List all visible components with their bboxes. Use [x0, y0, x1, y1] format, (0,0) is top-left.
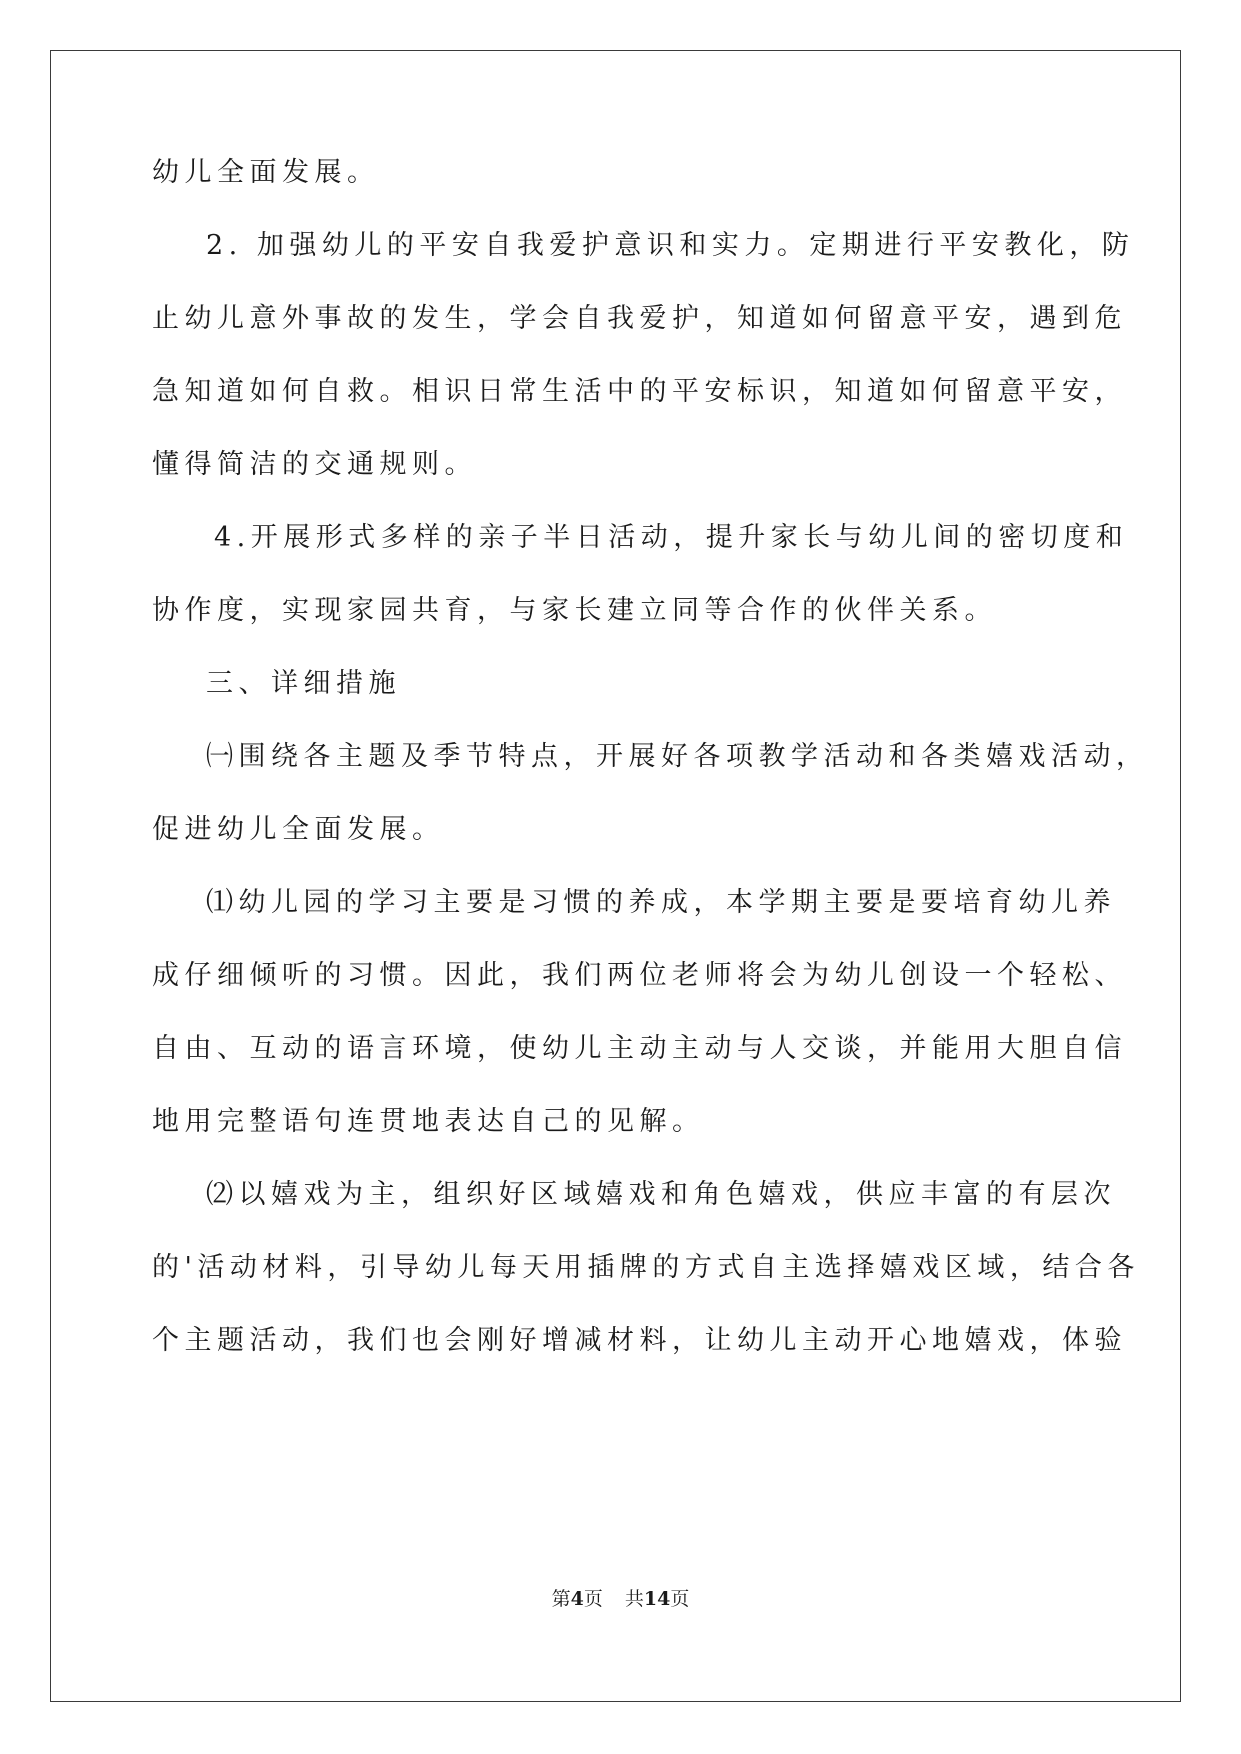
paragraph-line: 2. 加强幼儿的平安自我爱护意识和实力。定期进行平安教化，防	[206, 230, 1135, 261]
page-number: 第4页	[551, 1588, 603, 1610]
page-border	[50, 50, 1181, 1702]
paragraph-line: 急知道如何自救。相识日常生活中的平安标识，知道如何留意平安，	[152, 376, 1127, 407]
paragraph-line: 幼儿全面发展。	[152, 157, 380, 188]
paragraph-line: 个主题活动，我们也会刚好增减材料，让幼儿主动开心地嬉戏，体验	[152, 1325, 1127, 1356]
page-total: 共14页	[624, 1588, 690, 1610]
paragraph-line: 4.开展形式多样的亲子半日活动，提升家长与幼儿间的密切度和	[214, 522, 1129, 553]
paragraph-line: ㈠围绕各主题及季节特点，开展好各项教学活动和各类嬉戏活动，	[206, 741, 1149, 772]
page-footer	[0, 1586, 1241, 1612]
paragraph-line: ⑴幼儿园的学习主要是习惯的养成，本学期主要是要培育幼儿养	[206, 887, 1116, 918]
paragraph-line: 的'活动材料，引导幼儿每天用插牌的方式自主选择嬉戏区域，结合各	[152, 1252, 1140, 1283]
paragraph-line: 自由、互动的语言环境，使幼儿主动主动与人交谈，并能用大胆自信	[152, 1033, 1127, 1064]
paragraph-line: 协作度，实现家园共育，与家长建立同等合作的伙伴关系。	[152, 595, 997, 626]
paragraph-line: 促进幼儿全面发展。	[152, 814, 445, 845]
paragraph-line: ⑵以嬉戏为主，组织好区域嬉戏和角色嬉戏，供应丰富的有层次	[206, 1179, 1116, 1210]
paragraph-line: 止幼儿意外事故的发生，学会自我爱护，知道如何留意平安，遇到危	[152, 303, 1127, 334]
paragraph-line: 成仔细倾听的习惯。因此，我们两位老师将会为幼儿创设一个轻松、	[152, 960, 1127, 991]
paragraph-line: 懂得简洁的交通规则。	[152, 449, 477, 480]
section-heading: 三、详细措施	[206, 668, 401, 699]
paragraph-line: 地用完整语句连贯地表达自己的见解。	[152, 1106, 705, 1137]
